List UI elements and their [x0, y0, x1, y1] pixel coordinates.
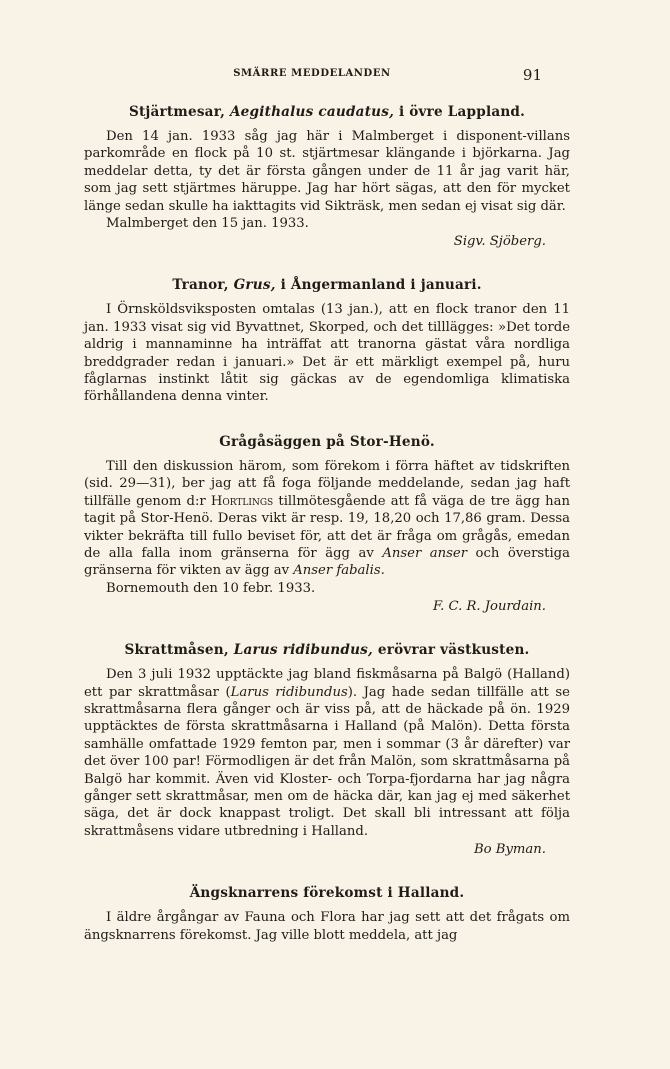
species-name: Aegithalus caudatus,: [229, 104, 395, 120]
paragraph-text: Till den diskussion härom, som förekom i förra häftet av tidskriften (sid. 29—31), ber jag att få foga följande meddelande, sedan jag haft tillfälle genom d:r: [84, 458, 570, 509]
page-content: [84, 104, 570, 972]
running-title: SMÄRRE MEDDELANDEN: [233, 68, 391, 79]
author-signature: Sigv. Sjöberg.: [453, 234, 546, 250]
person-name: Hortlings: [210, 493, 274, 509]
species-name: Larus ridibundus: [230, 684, 348, 700]
article-paragraph: [84, 458, 570, 580]
paragraph-text: tillmötesgående att få väga de tre ägg han tagit på Stor-Henö. Deras vikt är resp. 19, 18,20 och 17,86 gram. Dessa vikter bekräfta till fullo beviset för, att det är fråga om grågås, emedan de alla falla inom gränserna för ägg av: [84, 493, 570, 561]
article-title: [84, 277, 570, 293]
article-paragraph: I äldre årgångar av Fauna och Flora har jag sett att det frågats om ängsknarrens förekomst. Jag ville blott meddela, att jag: [84, 910, 570, 943]
species-name: Larus ridibundus,: [233, 642, 373, 659]
paragraph-text: ). Jag hade sedan tillfälle att se skrattmåsarna flera gånger och är viss på, att de häckade på ön. 1929 upptäcktes de första skrattmåsarna i Halland (på Malön). Detta första samhälle omfattade 1929 femton par, men i sommar (3 år därefter) var det över 100 par! Förmodligen är det från Malön, som skrattmåsarna på Balgö har kommit. Även vid Kloster- och Torpa-fjordarna har jag några gånger sett skrattmåsar, men om de häcka där, kan jag ej med säkerhet säga, det är dock knappast troligt. Det skall bli intressant att följa skrattmåsens vidare utbredning i Halland.: [84, 684, 570, 839]
place-date: Malmberget den 15 jan. 1933.: [106, 216, 309, 232]
article-gragasaggen: [84, 434, 570, 614]
title-text: Stjärtmesar,: [128, 104, 230, 120]
article-title: Ängsknarrens förekomst i Halland.: [189, 885, 465, 902]
article-paragraph: Den 14 jan. 1933 såg jag här i Malmberget i disponent-villans parkområde en flock på 10 st. stjärtmesar klängande i björkarna. Jag meddelar detta, ty det är första gången under de 11 år jag varit här, som jag sett stjärtmes häruppe. Jag har hört sägas, att den för mycket länge sedan skulle ha iakttagits vid Sikträsk, men sedan ej visat sig där.: [84, 129, 570, 214]
paragraph-text: och överstiga gränserna för vikten av ägg av: [84, 545, 570, 579]
article-angsknarren: [84, 885, 570, 944]
title-text: Tranor,: [172, 277, 234, 294]
article-paragraph: I Örnsköldsviksposten omtalas (13 jan.), att en flock tranor den 11 jan. 1933 visat sig vid Byvattnet, Skorped, och det tilllägges: »Det torde aldrig i mannaminne ha inträffat att tranorna gästat våra nordliga breddgrader redan i januari.» Det är ett märkligt exempel på, huru fåglarnas instinkt låtit sig gäckas av de egendomliga klimatiska förhållandena denna vinter.: [84, 302, 570, 405]
article-stjartmesar: [84, 104, 570, 249]
species-name: Anser fabalis.: [293, 563, 385, 579]
article-paragraph: [84, 666, 570, 840]
article-tranor: [84, 277, 570, 405]
author-signature: F. C. R. Jourdain.: [432, 599, 546, 615]
article-title: [84, 104, 570, 120]
title-text: erövrar västkusten.: [372, 642, 530, 659]
title-text: i övre Lappland.: [394, 104, 526, 120]
page-header: [72, 68, 552, 88]
article-title: Grågåsäggen på Stor-Henö.: [219, 433, 435, 450]
title-text: Skrattmåsen,: [124, 642, 234, 659]
species-name: Grus,: [233, 277, 276, 294]
paragraph-text: Den 3 juli 1932 upptäckte jag bland fiskmåsarna på Balgö (Halland) ett par skrattmåsar (: [84, 667, 570, 700]
author-signature: Bo Byman.: [473, 842, 546, 858]
species-name: Anser anser: [382, 545, 468, 561]
page-number: 91: [522, 66, 542, 84]
place-date: Bornemouth den 10 febr. 1933.: [106, 580, 316, 596]
article-title: [84, 642, 570, 658]
article-skrattmasen: [84, 642, 570, 857]
title-text: i Ångermanland i januari.: [275, 277, 482, 294]
